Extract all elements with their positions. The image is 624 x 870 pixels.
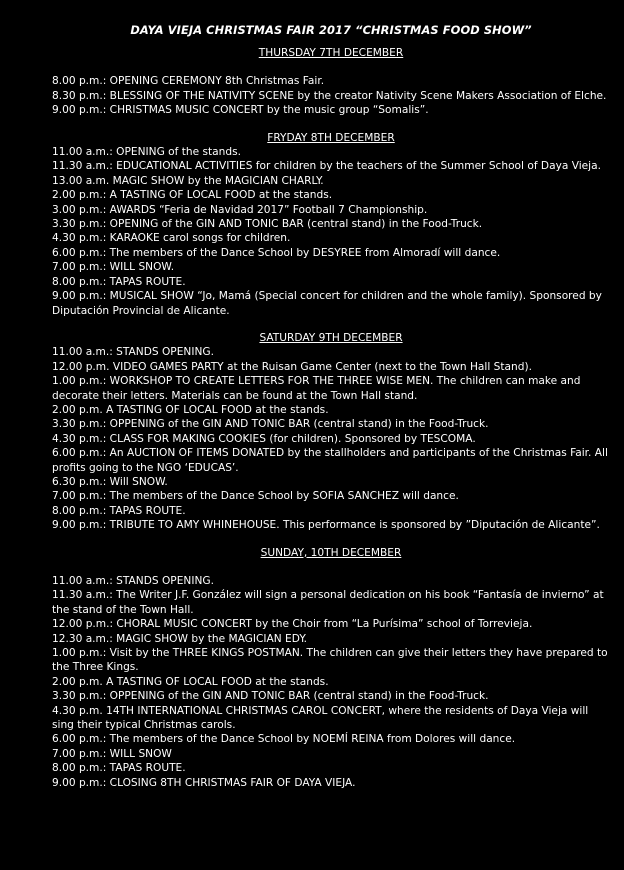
day-section-sunday [52, 546, 610, 791]
event-item: 11.30 a.m.: EDUCATIONAL ACTIVITIES for children by the teachers of the Summer School of Daya Vieja. [52, 160, 601, 173]
event-item: 3.30 p.m.: OPENING of the GIN AND TONIC BAR (central stand) in the Food-Truck. [52, 218, 483, 231]
event-item: 7.00 p.m.: WILL SNOW. [52, 261, 175, 274]
event-item: 8.00 p.m.: TAPAS ROUTE. [52, 504, 186, 517]
event-item: 4.30 p.m.: KARAOKE carol songs for children. [52, 232, 291, 245]
event-item: 1.00 p.m.: Visit by the THREE KINGS POSTMAN. The children can give their letters they have prepared to the Three Kings. [52, 647, 608, 674]
event-item: 8.00 p.m.: TAPAS ROUTE. [52, 762, 186, 775]
event-list [52, 574, 610, 790]
event-item: 6.00 p.m.: The members of the Dance School by NOEMÍ REINA from Dolores will dance. [52, 733, 516, 746]
event-item: 2.00 p.m. A TASTING OF LOCAL FOOD at the stands. [52, 403, 329, 416]
event-item: 3.30 p.m.: OPPENING of the GIN AND TONIC BAR (central stand) in the Food-Truck. [52, 690, 489, 703]
event-item: 6.00 p.m.: The members of the Dance School by DESYREE from Almoradí will dance. [52, 246, 501, 259]
day-section-saturday [52, 331, 610, 533]
event-item: 2.00 p.m.: A TASTING OF LOCAL FOOD at the stands. [52, 189, 333, 202]
event-item: 9.00 p.m.: CHRISTMAS MUSIC CONCERT by the music group “Somalis”. [52, 104, 429, 117]
event-item: 11.00 a.m.: STANDS OPENING. [52, 575, 214, 587]
event-list [52, 74, 610, 117]
event-item: 13.00 a.m. MAGIC SHOW by the MAGICIAN CHARLY. [52, 174, 324, 187]
event-item: 4.30 p.m. 14TH INTERNATIONAL CHRISTMAS CAROL CONCERT, where the residents of Daya Vieja will sing their typical Christmas carols. [52, 704, 589, 732]
event-item: 7.00 p.m.: The members of the Dance School by SOFIA SANCHEZ will dance. [52, 490, 459, 503]
event-item: 6.30 p.m.: Will SNOW. [52, 475, 168, 488]
event-item: 12.00 p.m.: CHORAL MUSIC CONCERT by the Choir from “La Purísima” school of Torrevieja. [52, 618, 533, 631]
event-item: 11.30 a.m.: The Writer J.F. González will sign a personal dedication on his book “Fantasía de invierno” at the stand of the Town Hall. [52, 589, 604, 616]
event-item: 11.00 a.m.: STANDS OPENING. [52, 346, 214, 359]
day-section-friday [52, 131, 610, 318]
event-item: 3.00 p.m.: AWARDS “Feria de Navidad 2017” Football 7 Championship. [52, 203, 428, 216]
event-item: 1.00 p.m.: WORKSHOP TO CREATE LETTERS FOR THE THREE WISE MEN. The children can make and decorate their letters. Materials can be found at the Town Hall stand. [52, 375, 581, 402]
document-title: DAYA VIEJA CHRISTMAS FAIR 2017 “CHRISTMAS FOOD SHOW” [130, 23, 532, 37]
day-section-thursday [52, 46, 610, 118]
event-item: 8.00 p.m.: OPENING CEREMONY 8th Christmas Fair. [52, 75, 325, 88]
event-item: 8.30 p.m.: BLESSING OF THE NATIVITY SCENE by the creator Nativity Scene Makers Association of Elche. [52, 89, 607, 102]
event-item: 9.00 p.m.: MUSICAL SHOW “Jo, Mamá (Special concert for children and the whole family). Sponsored by Diputación Provincial de Alicante. [52, 290, 602, 317]
event-list [52, 345, 610, 532]
event-item: 8.00 p.m.: TAPAS ROUTE. [52, 275, 186, 288]
event-item: 12.00 p.m. VIDEO GAMES PARTY at the Ruisan Game Center (next to the Town Hall Stand). [52, 360, 532, 373]
event-item: 2.00 p.m. A TASTING OF LOCAL FOOD at the stands. [52, 675, 329, 688]
day-heading: SUNDAY, 10TH DECEMBER [260, 546, 402, 559]
day-heading: SATURDAY 9TH DECEMBER [259, 331, 403, 344]
programme-document [52, 22, 610, 790]
event-item: 6.00 p.m.: An AUCTION OF ITEMS DONATED by the stallholders and participants of the Christmas Fair. All profits going to the NGO ‘EDUCAS’. [52, 447, 608, 474]
event-item: 7.00 p.m.: WILL SNOW [52, 747, 172, 760]
event-item: 12.30 a.m.: MAGIC SHOW by the MAGICIAN EDY. [52, 632, 308, 645]
day-heading: THURSDAY 7TH DECEMBER [258, 47, 404, 59]
event-item: 3.30 p.m.: OPPENING of the GIN AND TONIC BAR (central stand) in the Food-Truck. [52, 418, 489, 431]
event-item: 11.00 a.m.: OPENING of the stands. [52, 146, 241, 159]
event-item: 9.00 p.m.: TRIBUTE TO AMY WHINEHOUSE. This performance is sponsored by ”Diputación de Alicante”. [52, 519, 600, 532]
event-item: 4.30 p.m.: CLASS FOR MAKING COOKIES (for children). Sponsored by TESCOMA. [52, 432, 476, 445]
day-heading: FRYDAY 8TH DECEMBER [267, 131, 395, 144]
event-list [52, 145, 610, 318]
event-item: 9.00 p.m.: CLOSING 8TH CHRISTMAS FAIR OF DAYA VIEJA. [52, 776, 356, 789]
